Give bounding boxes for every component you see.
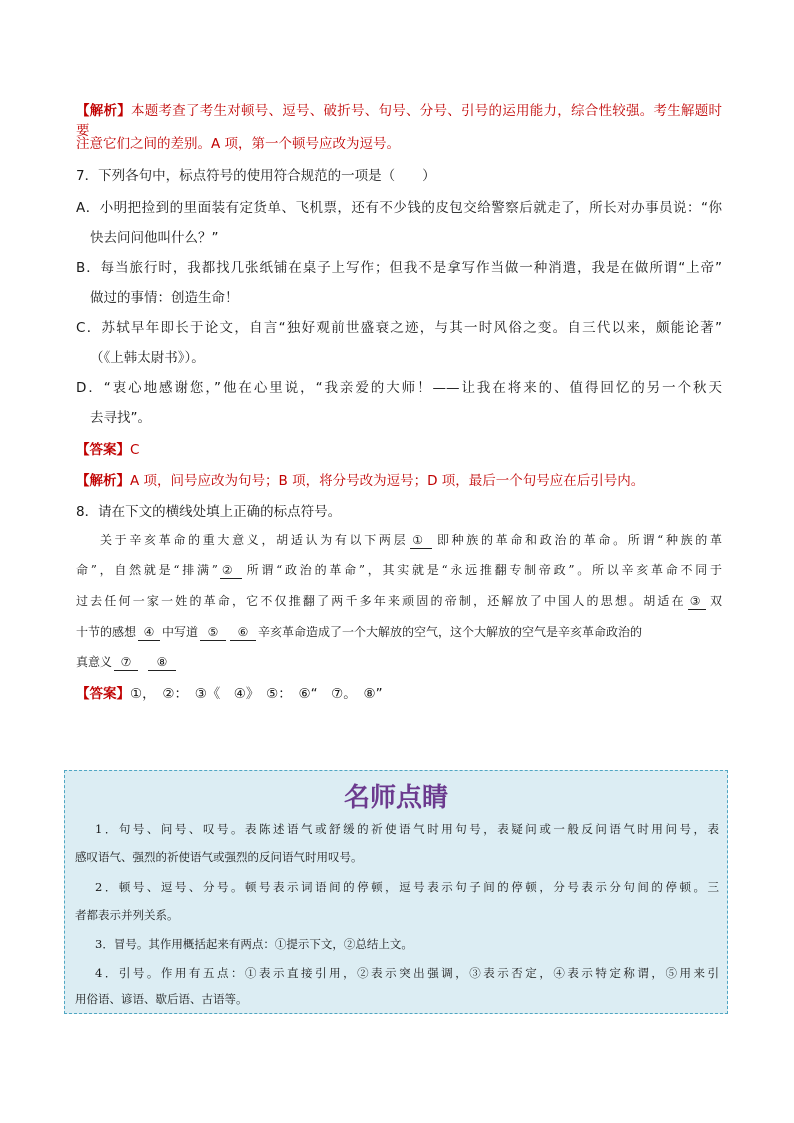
tip-4-line-2: 用俗语、谚语、歇后语、古语等。	[75, 992, 248, 1006]
option-c-line-2: （《上韩太尉书》）。	[90, 350, 205, 366]
blank-8: ⑧	[148, 654, 176, 671]
option-b-line-2: 做过的事情：创造生命！	[90, 290, 239, 306]
analysis-line-2: 注意它们之间的差别。A 项，第一个顿号应改为逗号。	[76, 136, 401, 152]
analysis-7	[76, 471, 644, 491]
answer-value: ①， ②： ③《 ④》 ⑤： ⑥“ ⑦。 ⑧”	[130, 686, 383, 702]
option-c-line-1: C．苏轼早年即长于论文，自言“独好观前世盛衰之迹，与其一时风俗之变。自三代以来，颇能论著”	[76, 320, 722, 336]
question-7-stem: 7．下列各句中，标点符号的使用符合规范的一项是（ ）	[76, 168, 436, 184]
answer-value: C	[130, 442, 140, 458]
passage-text: 辛亥革命造成了一个大解放的空气，这个大解放的空气是辛亥革命政治的	[258, 625, 643, 639]
passage-text: 中写道	[162, 625, 199, 639]
blank-5: ⑤	[200, 624, 226, 641]
analysis-text: A 项，问号应改为句号；B 项，将分号改为逗号；D 项，最后一个句号应在后引号内。	[130, 473, 645, 489]
option-b-line-1: B．每当旅行时，我都找几张纸铺在桌子上写作；但我不是拿写作当做一种消遣，我是在做所谓“上帝”	[76, 260, 722, 276]
blank-6: ⑥	[230, 624, 256, 641]
passage-line-1	[100, 530, 722, 550]
answer-label: 【答案】	[76, 442, 130, 458]
answer-7	[76, 440, 139, 460]
tips-box	[64, 770, 728, 1014]
option-a-line-1: A．小明把捡到的里面装有定货单、飞机票，还有不少钱的皮包交给警察后就走了，所长对办事员说：“你	[76, 200, 722, 216]
passage-line-5	[76, 652, 178, 672]
tips-title: 名师点睛	[343, 783, 448, 813]
tip-1-line-2: 感叹语气、强烈的祈使语气或强烈的反问语气时用叹号。	[75, 850, 363, 864]
option-d-line-1: D．“衷心地感谢您，”他在心里说，“我亲爱的大师！——让我在将来的、值得回忆的另一个秋天	[76, 380, 722, 396]
question-8-stem: 8．请在下文的横线处填上正确的标点符号。	[76, 504, 342, 520]
tip-3: 3．冒号。其作用概括起来有两点：①提示下文，②总结上文。	[95, 937, 413, 951]
blank-3: ③	[688, 593, 706, 610]
passage-text: 十节的感想	[76, 625, 137, 639]
tip-4-line-1: 4．引号。作用有五点：①表示直接引用，②表示突出强调，③表示否定，④表示特定称谓，⑤用来引	[95, 966, 719, 980]
blank-4: ④	[138, 624, 160, 641]
passage-text: 真意义	[76, 655, 113, 669]
passage-line-4	[76, 622, 642, 642]
blank-1: ①	[410, 532, 432, 549]
passage-text: 关于辛亥革命的重大意义，胡适认为有以下两层	[100, 533, 409, 547]
passage-text: 即种族的革命和政治的革命。所谓“种族的革	[434, 533, 722, 547]
answer-label: 【答案】	[76, 686, 130, 702]
option-d-line-2: 去寻找”。	[90, 410, 151, 426]
analysis-label: 【解析】	[76, 473, 130, 489]
tip-2-line-1: 2．顿号、逗号、分号。顿号表示词语间的停顿，逗号表示句子间的停顿，分号表示分句间的停顿。三	[95, 880, 719, 894]
passage-text: 命”，自然就是“排满”	[76, 563, 218, 577]
tip-2-line-2: 者都表示并列关系。	[75, 908, 179, 922]
tip-1-line-1: 1．句号、问号、叹号。表陈述语气或舒缓的祈使语气时用句号，表疑问或一般反问语气时用问号，表	[95, 822, 719, 836]
blank-2: ②	[220, 562, 242, 579]
passage-line-2	[76, 560, 722, 580]
passage-text: 双	[707, 594, 722, 608]
passage-line-3	[76, 591, 722, 611]
analysis-label: 【解析】	[76, 103, 131, 119]
answer-8	[76, 684, 383, 704]
analysis-text: 本题考查了考生对顿号、逗号、破折号、句号、分号、引号的运用能力，综合性较强。考生解题时要	[76, 103, 722, 139]
option-a-line-2: 快去问问他叫什么？”	[90, 230, 219, 246]
passage-text: 过去任何一家一姓的革命，它不仅推翻了两千多年来顽固的帝制，还解放了中国人的思想。胡适在	[76, 594, 686, 608]
blank-7: ⑦	[114, 654, 138, 671]
passage-text: 所谓“政治的革命”，其实就是“永远推翻专制帝政”。所以辛亥革命不同于	[243, 563, 723, 577]
